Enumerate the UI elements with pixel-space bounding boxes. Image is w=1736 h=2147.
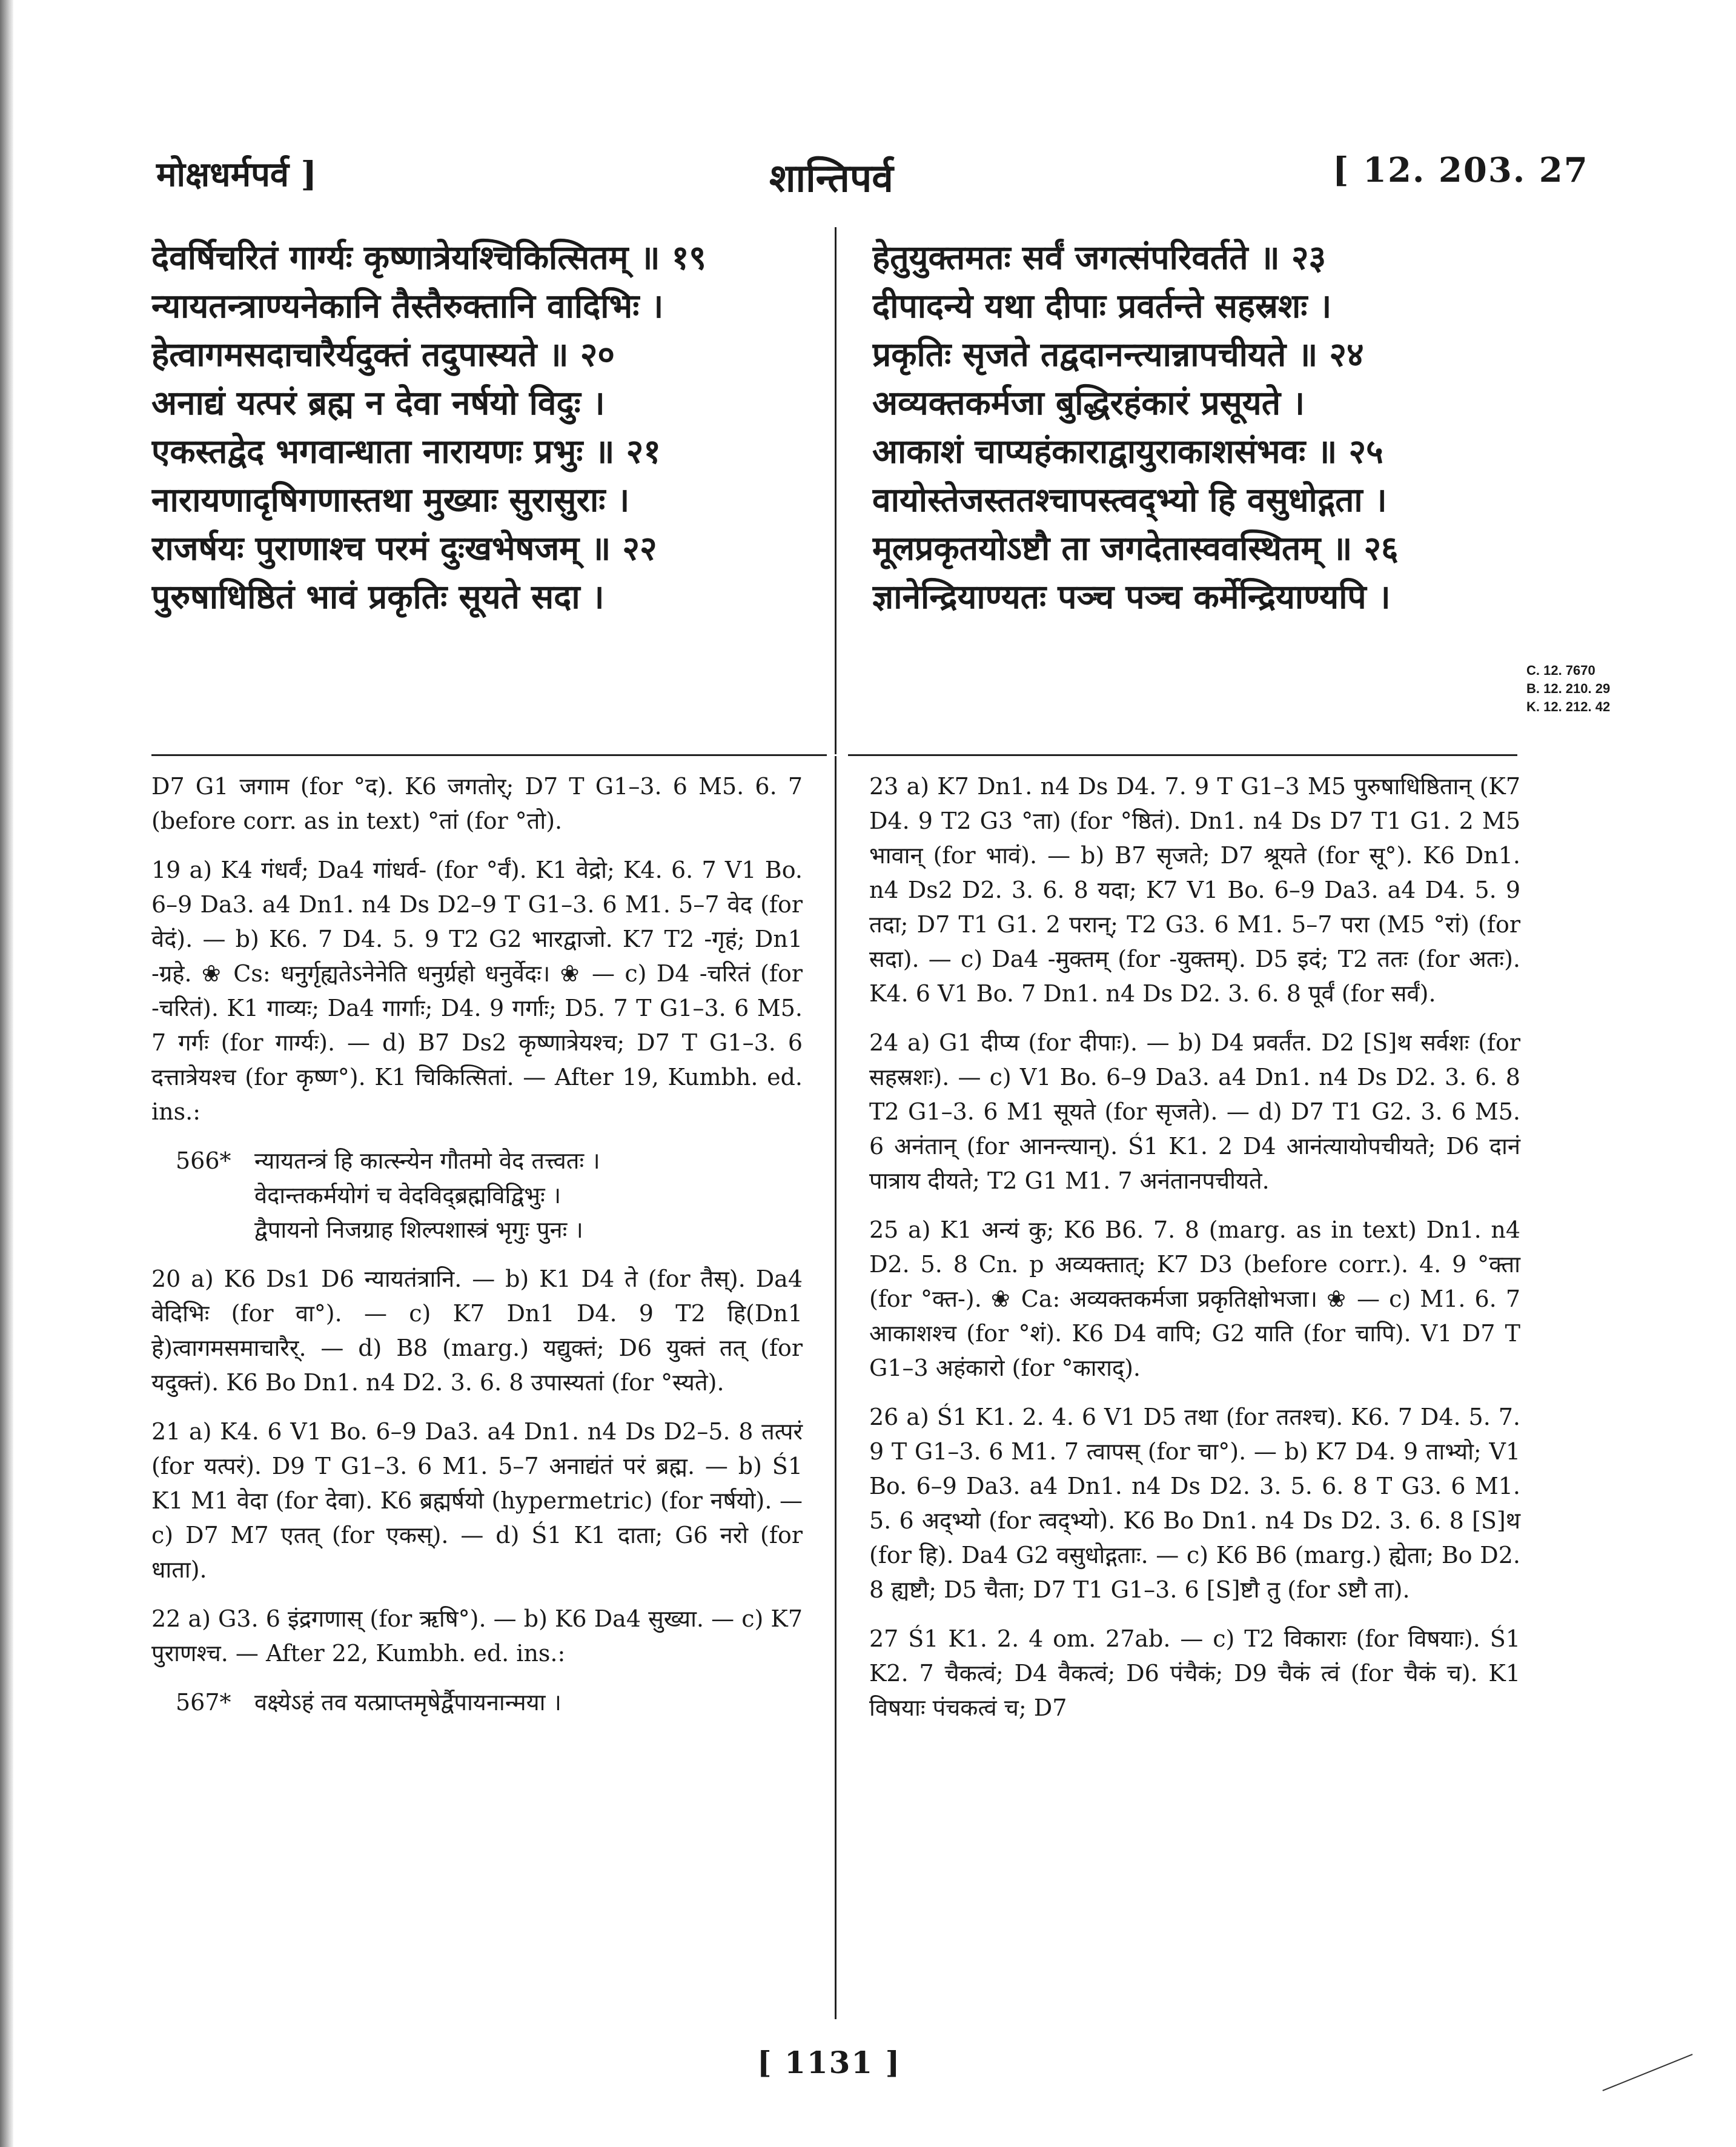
- verse-line: नारायणादृषिगणास्तथा मुख्याः सुरासुराः ।: [151, 480, 630, 519]
- insertion-line: [176, 1144, 803, 1178]
- apparatus-note: 24 a) G1 दीप्य (for दीपाः). — b) D4 प्रवर्तंत. D2 [S]थ सर्वशः (for सहस्रशः). — c) V1 Bo. 6–9 Da3. a4 Dn1. n4 Ds D2. 3. 6. 8 T2 G1–3. 6 M1 सूयते (for सृजते). — d) D7 T1 G2. 3. 6 M5. 6 अनंतान् (for आनन्त्यान्). Ś1 K1. 2 D4 आनंत्यायोपचीयते; D6 दानं पात्राय दीयते; T2 G1 M1. 7 अनंतानपचीयते.: [869, 1029, 1520, 1194]
- concordance-line: K. 12. 212. 42: [1526, 699, 1611, 714]
- verse-line: आकाशं चाप्यहंकाराद्वायुराकाशसंभवः ॥ २५: [872, 431, 1383, 471]
- apparatus-note: 23 a) K7 Dn1. n4 Ds D4. 7. 9 T G1–3 M5 पुरुषाधिष्ठितान् (K7 D4. 9 T2 G3 °ता) (for °ष्ठितं). Dn1. n4 Ds D7 T1 G1. 2 M5 भावान् (for भावं). — b) B7 सृजते; D7 श्रूयते (for सू°). K6 Dn1. n4 Ds2 D2. 3. 6. 8 यदा; K7 V1 Bo. 6–9 Da3. a4 D4. 5. 9 तदा; D7 T1 G1. 2 परान्; T2 G3. 6 M1. 5–7 परा (M5 °रां) (for सदा). — c) Da4 -मुक्तम् (for -युक्तम्). D5 इदं; T2 ततः (for अतः). K4. 6 V1 Bo. 7 Dn1. n4 Ds D2. 3. 6. 8 पूर्वं (for सर्वं).: [869, 773, 1520, 1007]
- verse-line: मूलप्रकृतयोऽष्टौ ता जगदेतास्ववस्थितम् ॥ २६: [872, 528, 1399, 568]
- concordance-line: C. 12. 7670: [1526, 663, 1595, 678]
- apparatus-column-divider: [835, 756, 837, 2019]
- insertion-number: 567*: [176, 1689, 231, 1716]
- insertion-number: 566*: [176, 1147, 231, 1174]
- apparatus-separator-right: [848, 754, 1517, 756]
- verse-line: ज्ञानेन्द्रियाण्यतः पञ्च पञ्च कर्मेन्द्रियाण्यपि ।: [872, 577, 1391, 616]
- verse-column-left: [151, 233, 818, 621]
- verse-line: देवर्षिचरितं गार्ग्यः कृष्णात्रेयश्चिकित्सितम् ॥ १९: [151, 237, 706, 277]
- apparatus-column-right: [869, 769, 1520, 1740]
- apparatus-note: 25 a) K1 अन्यं कु; K6 B6. 7. 8 (marg. as in text) Dn1. n4 D2. 5. 8 Cn. p अव्यक्तात्; K7 D3 (before corr.). 4. 9 °क्ता (for °क्त-). ❀ Ca: अव्यक्तकर्मजा प्रकृतिक्षोभजा। ❀ — c) M1. 6. 7 आकाशश्च (for °शं). K6 D4 वापि; G2 याति (for चापि). V1 D7 T G1–3 अहंकारो (for °काराद्).: [869, 1216, 1520, 1381]
- insertion-text: न्यायतन्त्रं हि कात्स्न्येन गौतमो वेद तत्त्वतः ।: [254, 1147, 600, 1174]
- insertion-line: [176, 1213, 803, 1247]
- apparatus-column-left: [151, 769, 803, 1734]
- verse-line: न्यायतन्त्राण्यनेकानि तैस्तैरुक्तानि वादिभिः ।: [151, 286, 664, 325]
- running-header-title: शान्तिपर्व: [769, 156, 893, 201]
- apparatus-note: 20 a) K6 Ds1 D6 न्यायतंत्रानि. — b) K1 D4 ते (for तैस्). Da4 वेदिभिः (for वा°). — c) K7 Dn1 D4. 9 T2 हि(Dn1 हे)त्वागमसमाचारैर्. — d) B8 (marg.) यद्युक्तं; D6 युक्तं तत् (for यदुक्तं). K6 Bo Dn1. n4 D2. 3. 6. 8 उपास्यतां (for °स्यते).: [151, 1266, 803, 1396]
- verse-line: राजर्षयः पुराणाश्च परमं दुःखभेषजम् ॥ २२: [151, 528, 657, 568]
- apparatus-note: 19 a) K4 गंधर्वं; Da4 गांधर्व- (for °र्वं). K1 वेद्रो; K4. 6. 7 V1 Bo. 6–9 Da3. a4 Dn1. n4 Ds D2–9 T G1–3. 6 M1. 5–7 वेद (for वेदं). — b) K6. 7 D4. 5. 9 T2 G2 भारद्वाजो. K7 T2 -गृहं; Dn1 -ग्रहे. ❀ Cs: धनुर्गृह्यतेऽनेनेति धनुर्ग्रहो धनुर्वेदः। ❀ — c) D4 -चरितं (for -चरितं). K1 गाव्यः; Da4 गार्गाः; D4. 9 गर्गाः; D5. 7 T G1–3. 6 M5. 7 गर्गः (for गार्ग्यः). — d) B7 Ds2 कृष्णात्रेयश्च; D7 T G1–3. 6 दत्तात्रेयश्च (for कृष्ण°). K1 चिकित्सितां. — After 19, Kumbh. ed. ins.:: [151, 857, 803, 1125]
- apparatus-note: 21 a) K4. 6 V1 Bo. 6–9 Da3. a4 Dn1. n4 Ds D2–5. 8 तत्परं (for यत्परं). D9 T G1–3. 6 M1. 5–7 अनाद्यंतं परं ब्रह्म. — b) Ś1 K1 M1 वेदा (for देवा). K6 ब्रह्मर्षयो (hypermetric) (for नर्षयो). — c) D7 M7 एतत् (for एकस्). — d) Ś1 K1 दाता; G6 नरो (for धाता).: [151, 1418, 803, 1583]
- verse-line: अनाद्यं यत्परं ब्रह्म न देवा नर्षयो विदुः ।: [151, 383, 605, 422]
- page-number: [ 1131 ]: [757, 2045, 901, 2080]
- insertion-line: [176, 1685, 803, 1720]
- insertion-passage: [176, 1685, 803, 1720]
- apparatus-note: D7 G1 जगाम (for °द). K6 जगतोर्; D7 T G1–3. 6 M5. 6. 7 (before corr. as in text) °तां (for °तो).: [151, 773, 803, 834]
- verse-line: दीपादन्ये यथा दीपाः प्रवर्तन्ते सहस्रशः ।: [872, 286, 1332, 325]
- verse-line: हेतुयुक्तमतः सर्वं जगत्संपरिवर्तते ॥ २३: [872, 237, 1327, 277]
- apparatus-note: 26 a) Ś1 K1. 2. 4. 6 V1 D5 तथा (for ततश्च). K6. 7 D4. 5. 7. 9 T G1–3. 6 M1. 7 त्वापस् (for चा°). — b) K7 D4. 9 ताभ्यो; V1 Bo. 6–9 Da3. a4 Dn1. n4 Ds D2. 3. 5. 6. 8 T G3. 6 M1. 5. 6 अद्भ्यो (for त्वद्भ्यो). K6 Bo Dn1. n4 Ds D2. 3. 6. 8 [S]थ (for हि). Da4 G2 वसुधोद्गताः. — c) K6 B6 (marg.) ह्येता; Bo D2. 8 ह्यष्टौ; D5 चैता; D7 T1 G1–3. 6 [S]ष्टौ तु (for ऽष्टौ ता).: [869, 1404, 1520, 1603]
- verse-line: वायोस्तेजस्ततश्चापस्त्वद्भ्यो हि वसुधोद्गता ।: [872, 480, 1387, 519]
- corner-mark: [1602, 2054, 1692, 2091]
- verse-line: पुरुषाधिष्ठितं भावं प्रकृतिः सूयते सदा ।: [151, 577, 605, 616]
- verse-column-divider: [835, 227, 837, 754]
- verse-line: प्रकृतिः सृजते तद्वदानन्त्यान्नापचीयते ॥ २४: [872, 334, 1364, 374]
- verse-line: एकस्तद्वेद भगवान्धाता नारायणः प्रभुः ॥ २१: [151, 431, 661, 471]
- running-header-reference: [ 12. 203. 27: [1333, 150, 1589, 190]
- insertion-text: वक्ष्येऽहं तव यत्प्राप्तमृषेर्द्वैपायनान्मया ।: [254, 1689, 562, 1716]
- insertion-text: द्वैपायनो निजग्राह शिल्पशास्त्रं भृगुः पुनः ।: [254, 1216, 583, 1243]
- insertion-passage: [176, 1144, 803, 1247]
- concordance-margin: [1526, 662, 1610, 716]
- insertion-text: वेदान्तकर्मयोगं च वेदविद्ब्रह्मविद्विभुः ।: [254, 1182, 562, 1209]
- apparatus-note: 22 a) G3. 6 इंद्रगणास् (for ऋषि°). — b) K6 Da4 सुख्या. — c) K7 पुराणश्च. — After 22, Kumbh. ed. ins.:: [151, 1605, 803, 1667]
- insertion-line: [176, 1178, 803, 1213]
- verse-column-right: [872, 233, 1484, 621]
- concordance-line: B. 12. 210. 29: [1526, 681, 1611, 696]
- apparatus-note: 27 Ś1 K1. 2. 4 om. 27ab. — c) T2 विकाराः (for विषयाः). Ś1 K2. 7 चैकत्वं; D4 वैकत्वं; D6 पंचैकं; D9 चैकं त्वं (for चैकं च). K1 विषयाः पंचकत्वं च; D7: [869, 1625, 1520, 1721]
- apparatus-separator-left: [151, 754, 827, 756]
- verse-line: अव्यक्तकर्मजा बुद्धिरहंकारं प्रसूयते ।: [872, 383, 1305, 422]
- verse-line: हेत्वागमसदाचारैर्यदुक्तं तदुपास्यते ॥ २०: [151, 334, 615, 374]
- running-header-left: मोक्षधर्मपर्व ]: [156, 154, 317, 194]
